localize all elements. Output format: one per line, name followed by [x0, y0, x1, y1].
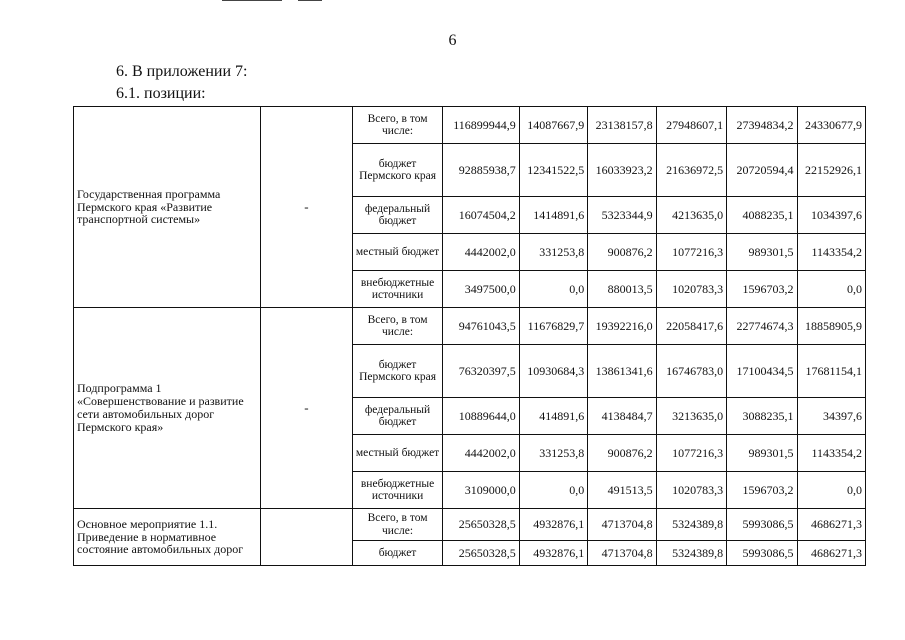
amount-cell: 5993086,5	[727, 541, 797, 566]
amount-cell: 16074504,2	[443, 197, 519, 234]
amount-cell: 76320397,5	[443, 345, 519, 398]
amount-cell: 17681154,1	[797, 345, 866, 398]
amount-cell: 10930684,3	[519, 345, 587, 398]
funding-source-cell: бюджет	[352, 541, 443, 566]
amount-cell: 17100434,5	[727, 345, 797, 398]
amount-cell: 27394834,2	[727, 107, 797, 144]
page-number: 6	[448, 32, 457, 49]
amendment-heading: 6. В приложении 7:	[116, 63, 248, 80]
amount-cell: 5324389,8	[656, 509, 726, 541]
amount-cell: 22152926,1	[797, 144, 866, 197]
amount-cell: 3497500,0	[443, 271, 519, 308]
amount-cell: 4932876,1	[519, 541, 587, 566]
amount-cell: 0,0	[519, 271, 587, 308]
amount-cell: 1034397,6	[797, 197, 866, 234]
amount-cell: 4442002,0	[443, 435, 519, 472]
amount-cell: 5324389,8	[656, 541, 726, 566]
program-name-cell: Подпрограмма 1 «Совершенствование и развитие сети автомобильных дорог Пермского края»	[74, 308, 261, 509]
amount-cell: 4713704,8	[588, 509, 656, 541]
amount-cell: 16033923,2	[588, 144, 656, 197]
top-edge-rule	[222, 0, 282, 1]
amount-cell: 92885938,7	[443, 144, 519, 197]
program-name-cell: Государственная программа Пермского края «Развитие транспортной системы»	[74, 107, 261, 308]
funding-source-cell: местный бюджет	[352, 234, 443, 271]
amount-cell: 27948607,1	[656, 107, 726, 144]
funding-source-cell: федеральный бюджет	[352, 398, 443, 435]
amount-cell: 4088235,1	[727, 197, 797, 234]
amount-cell: 1143354,2	[797, 234, 866, 271]
amount-cell: 0,0	[519, 472, 587, 509]
amount-cell: 21636972,5	[656, 144, 726, 197]
amount-cell: 5993086,5	[727, 509, 797, 541]
amount-cell: 0,0	[797, 271, 866, 308]
amount-cell: 3213635,0	[656, 398, 726, 435]
amount-cell: 331253,8	[519, 435, 587, 472]
amount-cell: 3088235,1	[727, 398, 797, 435]
amount-cell: 20720594,4	[727, 144, 797, 197]
amount-cell: 1143354,2	[797, 435, 866, 472]
amount-cell: 22774674,3	[727, 308, 797, 345]
funding-table	[73, 106, 866, 566]
funding-source-cell: Всего, в том числе:	[352, 308, 443, 345]
funding-source-cell: местный бюджет	[352, 435, 443, 472]
amount-cell: 11676829,7	[519, 308, 587, 345]
table-row	[74, 308, 866, 345]
amount-cell: 24330677,9	[797, 107, 866, 144]
table-row	[74, 107, 866, 144]
funding-source-cell: бюджет Пермского края	[352, 144, 443, 197]
funding-source-cell: Всего, в том числе:	[352, 509, 443, 541]
amount-cell: 331253,8	[519, 234, 587, 271]
funding-source-cell: внебюджетные источники	[352, 472, 443, 509]
amount-cell: 1077216,3	[656, 435, 726, 472]
amount-cell: 1596703,2	[727, 271, 797, 308]
amount-cell: 4932876,1	[519, 509, 587, 541]
amount-cell: 23138157,8	[588, 107, 656, 144]
funding-source-cell: бюджет Пермского края	[352, 345, 443, 398]
table-row	[74, 509, 866, 541]
amount-cell: 989301,5	[727, 435, 797, 472]
amount-cell: 880013,5	[588, 271, 656, 308]
amount-cell: 22058417,6	[656, 308, 726, 345]
amount-cell: 4442002,0	[443, 234, 519, 271]
amount-cell: 4713704,8	[588, 541, 656, 566]
program-name-cell: Основное мероприятие 1.1. Приведение в нормативное состояние автомобильных дорог	[74, 509, 261, 566]
amount-cell: 414891,6	[519, 398, 587, 435]
amount-cell: 900876,2	[588, 234, 656, 271]
indicator-cell: -	[261, 107, 353, 308]
amount-cell: 116899944,9	[443, 107, 519, 144]
funding-source-cell: внебюджетные источники	[352, 271, 443, 308]
funding-source-cell: федеральный бюджет	[352, 197, 443, 234]
amount-cell: 4213635,0	[656, 197, 726, 234]
amount-cell: 12341522,5	[519, 144, 587, 197]
amount-cell: 16746783,0	[656, 345, 726, 398]
amount-cell: 1596703,2	[727, 472, 797, 509]
amount-cell: 13861341,6	[588, 345, 656, 398]
amount-cell: 1414891,6	[519, 197, 587, 234]
indicator-cell	[261, 509, 353, 566]
amount-cell: 19392216,0	[588, 308, 656, 345]
amount-cell: 4138484,7	[588, 398, 656, 435]
top-edge-rule	[298, 0, 322, 1]
amount-cell: 1020783,3	[656, 472, 726, 509]
amount-cell: 1077216,3	[656, 234, 726, 271]
amount-cell: 94761043,5	[443, 308, 519, 345]
amount-cell: 25650328,5	[443, 509, 519, 541]
amount-cell: 34397,6	[797, 398, 866, 435]
amount-cell: 491513,5	[588, 472, 656, 509]
amount-cell: 989301,5	[727, 234, 797, 271]
amount-cell: 25650328,5	[443, 541, 519, 566]
amount-cell: 10889644,0	[443, 398, 519, 435]
amount-cell: 4686271,3	[797, 541, 866, 566]
amount-cell: 900876,2	[588, 435, 656, 472]
funding-source-cell: Всего, в том числе:	[352, 107, 443, 144]
amount-cell: 18858905,9	[797, 308, 866, 345]
amount-cell: 14087667,9	[519, 107, 587, 144]
amount-cell: 3109000,0	[443, 472, 519, 509]
amendment-subheading: 6.1. позиции:	[116, 85, 206, 102]
amount-cell: 4686271,3	[797, 509, 866, 541]
indicator-cell: -	[261, 308, 353, 509]
amount-cell: 5323344,9	[588, 197, 656, 234]
amount-cell: 1020783,3	[656, 271, 726, 308]
amount-cell: 0,0	[797, 472, 866, 509]
